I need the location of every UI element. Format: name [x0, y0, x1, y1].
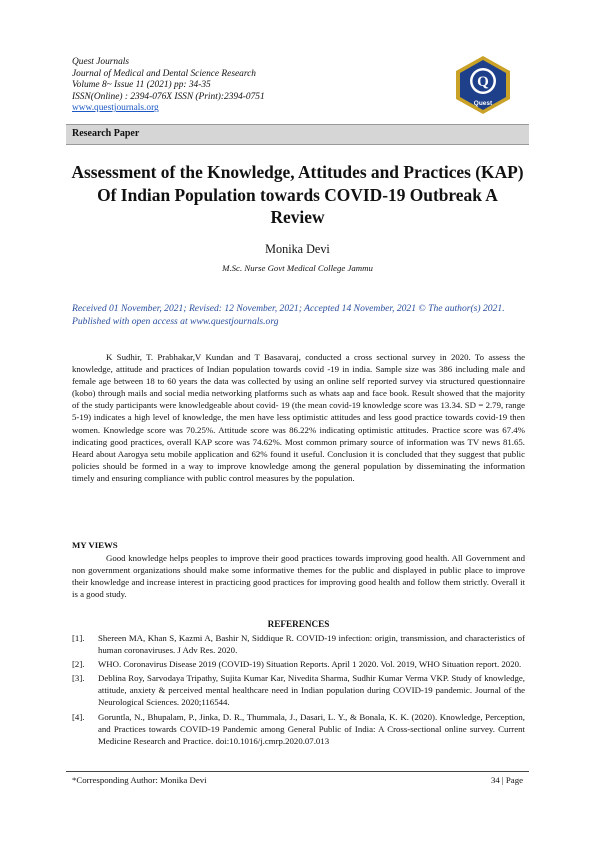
reference-text: Goruntla, N., Bhupalam, P., Jinka, D. R., Thummala, J., Dasari, L. Y., & Bonala, K. K. (2020). Knowledge, Perception, and Practices towards COVID-19 Pandemic among General Public of India: A Cross-sectional online survey. Current Medicine Research and Practice. doi:10.1016/j.cmrp.2020.07.013	[98, 711, 525, 746]
reference-text: Deblina Roy, Sarvodaya Tripathy, Sujita Kumar Kar, Nivedita Sharma, Sudhir Kumar Verma VKP. Study of knowledge, attitude, anxiety & perceived mental healthcare need in Indian population during COVID-19 pandemic. Journal of the Neurological Sciences. 2020;116544.	[98, 673, 525, 708]
my-views-heading: MY VIEWS	[72, 540, 118, 550]
received-dates: Received 01 November, 2021; Revised: 12 November, 2021; Accepted 14 November, 2021 © The author(s) 2021. Published with open access at www.questjournals.org	[72, 303, 505, 327]
reference-number: [4].	[72, 711, 85, 722]
author-affiliation: M.Sc. Nurse Govt Medical College Jammu	[222, 263, 373, 273]
journal-issn: ISSN(Online) : 2394-076X ISSN (Print):2394-0751	[72, 91, 265, 102]
journal-name: Quest Journals	[72, 57, 130, 67]
reference-number: [3].	[72, 673, 85, 684]
corresponding-author: *Corresponding Author: Monika Devi	[72, 775, 207, 785]
quest-logo-icon	[452, 54, 514, 116]
author-name: Monika Devi	[265, 242, 330, 256]
my-views-paragraph: Good knowledge helps peoples to improve their good practices towards improving good health. All Government and non government organizations should make some informative themes for the public and displayed in public place to improve their knowledge and increase interest in practicing good practices for improving good health and follow them strictly. Overall it is a good study.	[72, 553, 525, 600]
logo-text: Quest	[473, 100, 493, 107]
journal-title: Journal of Medical and Dental Science Research	[72, 68, 256, 79]
reference-number: [1].	[72, 633, 85, 643]
page-number: 34 | Page	[490, 775, 523, 785]
reference-item	[72, 658, 525, 670]
reference-item	[72, 632, 525, 656]
logo-letter: Q	[477, 74, 489, 90]
reference-text: Shereen MA, Khan S, Kazmi A, Bashir N, Siddique R. COVID-19 infection: origin, transmission, and characteristics of human coronaviruses. J Adv Res. 2020.	[98, 633, 525, 656]
reference-number: [2].	[72, 659, 85, 670]
footer-divider	[66, 771, 529, 772]
journal-website-link[interactable]: www.questjournals.org	[72, 103, 159, 114]
journal-volume: Volume 8~ Issue 11 (2021) pp: 34-35	[72, 80, 211, 91]
abstract-paragraph: K Sudhir, T. Prabhakar,V Kundan and T Basavaraj, conducted a cross sectional survey in 2020. To assess the knowledge, attitude and practices of Indian population towards covid -19 in india. Sample size was 386 including male and female age between 18 to 60 years the data was collected by using an online self reported survey via structured questionnaire (kobo) through mails and social media networking platforms such as whats aap and face book. Result showed that the majority of the study participants were knowledgeable about covid- 19 (the mean covid-19 knowledge score was 13.34. SD = 2.79, range 5-19) indicates a high level of knowledge, the men have less optimistic attitudes and less good practice towards covid-19 then women. Knowledge score was 70.25%. Attitude score was 86.22% indicating optimistic attitudes. Practice score was 67.4% indicating good practices, overall KAP score was 74.62%. Most common primary source of information was TV news 81.65. Heard about Aarogya setu mobile application and 62% found it useful. Conclusion it is concluded that they suggest that public policies should be formed in a way to improve knowledge among the general population by disseminating the information timely and ensuring compliance with public control measures by the population.	[72, 352, 525, 483]
reference-text: WHO. Coronavirus Disease 2019 (COVID-19) Situation Reports. April 1 2020. Vol. 2019, WHO Situation report. 2020.	[98, 659, 522, 670]
references-list	[72, 632, 525, 749]
references-heading: REFERENCES	[267, 619, 330, 629]
section-label: Research Paper	[72, 128, 140, 139]
paper-title: Assessment of the Knowledge, Attitudes and Practices (KAP) Of Indian Population towards COVID-19 Outbreak A Review	[71, 162, 524, 227]
section-band	[66, 124, 529, 145]
reference-item	[72, 672, 525, 708]
reference-item	[72, 711, 525, 747]
journal-header	[72, 57, 452, 115]
